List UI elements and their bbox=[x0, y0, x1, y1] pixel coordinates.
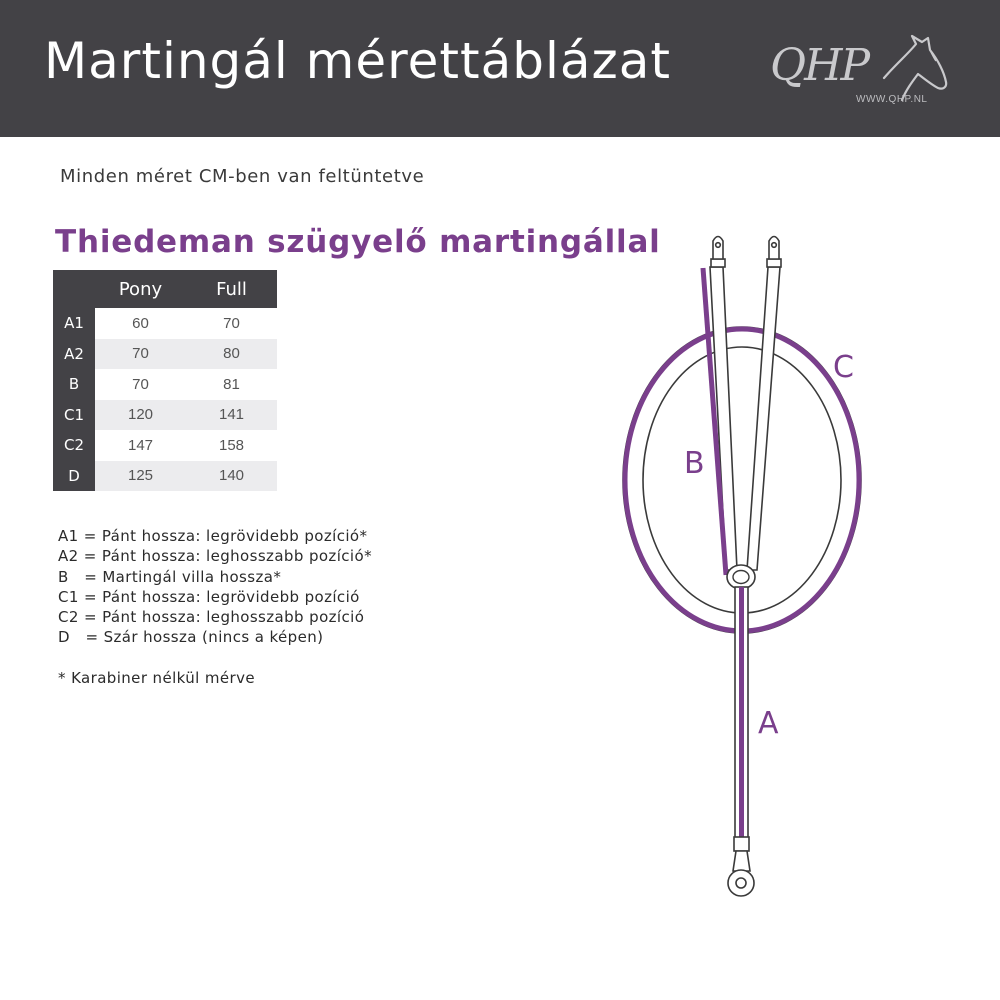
full-value: 80 bbox=[186, 339, 277, 370]
full-value: 70 bbox=[223, 314, 240, 332]
table-corner-cell bbox=[53, 270, 95, 308]
label-c: C bbox=[833, 350, 854, 385]
pony-value: 125 bbox=[95, 461, 186, 492]
section-heading: Thiedeman szügyelő martingállal bbox=[55, 224, 661, 260]
row-label: A1 bbox=[53, 308, 95, 339]
clip-left bbox=[711, 237, 725, 268]
legend-item: D = Szár hossza (nincs a képen) bbox=[58, 628, 324, 647]
legend-list bbox=[58, 526, 372, 648]
label-b: B bbox=[684, 446, 705, 481]
martingale-diagram bbox=[600, 225, 900, 915]
page-title: Martingál mérettáblázat bbox=[44, 32, 671, 90]
pony-value: 60 bbox=[132, 314, 149, 332]
full-value: 158 bbox=[218, 436, 245, 454]
logo-text: QHP bbox=[770, 40, 869, 91]
header-banner bbox=[0, 0, 1000, 137]
size-table bbox=[53, 270, 277, 491]
legend-item: A1 = Pánt hossza: legrövidebb pozíció* bbox=[58, 527, 368, 545]
table-row bbox=[53, 430, 277, 461]
qhp-logo bbox=[766, 30, 956, 110]
full-value: 81 bbox=[223, 375, 240, 393]
pony-value: 70 bbox=[95, 339, 186, 370]
legend-item: C1 = Pánt hossza: legrövidebb pozíció bbox=[58, 587, 360, 606]
pony-value: 147 bbox=[127, 436, 154, 454]
table-header-row bbox=[53, 270, 277, 308]
row-label: C1 bbox=[53, 400, 95, 431]
logo-url: WWW.QHP.NL bbox=[856, 94, 928, 105]
column-header-full: Full bbox=[186, 270, 277, 308]
legend-item: B = Martingál villa hossza* bbox=[58, 567, 282, 586]
table-row bbox=[53, 400, 277, 431]
full-value: 141 bbox=[186, 400, 277, 431]
row-label: C2 bbox=[53, 430, 95, 461]
table-row bbox=[53, 308, 277, 339]
center-ring-inner bbox=[733, 571, 749, 584]
legend-item: A2 = Pánt hossza: leghosszabb pozíció* bbox=[58, 547, 372, 566]
legend-item: C2 = Pánt hossza: leghosszabb pozíció bbox=[58, 608, 365, 627]
full-value: 140 bbox=[186, 461, 277, 492]
table-row bbox=[53, 339, 277, 370]
fork-strap-right bbox=[747, 267, 780, 570]
snap-hook bbox=[728, 837, 754, 896]
label-a: A bbox=[758, 706, 779, 741]
row-label: D bbox=[53, 461, 95, 492]
column-header-pony: Pony bbox=[95, 270, 186, 308]
units-note: Minden méret CM-ben van feltüntetve bbox=[60, 166, 425, 187]
row-label: B bbox=[53, 369, 95, 400]
table-row bbox=[53, 369, 277, 400]
table-row bbox=[53, 461, 277, 492]
footnote: * Karabiner nélkül mérve bbox=[58, 669, 256, 687]
pony-value: 120 bbox=[95, 400, 186, 431]
row-label: A2 bbox=[53, 339, 95, 370]
pony-value: 70 bbox=[132, 375, 149, 393]
clip-right bbox=[767, 237, 781, 268]
